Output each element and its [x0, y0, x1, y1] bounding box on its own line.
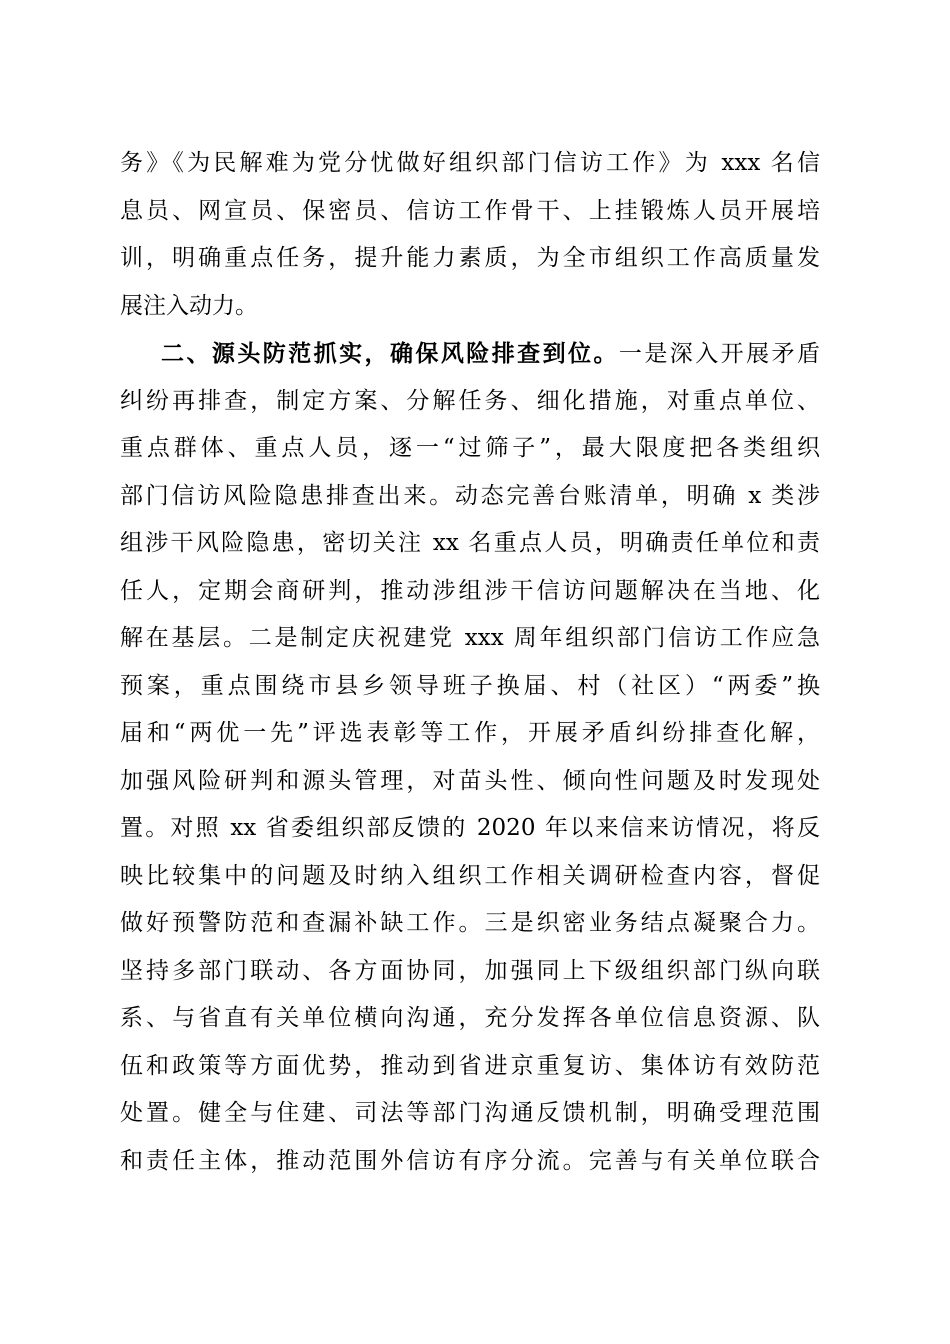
text-line: 训，明确重点任务，提升能力素质，为全市组织工作高质量发 — [120, 245, 820, 271]
text-line: 展注入动力。 — [120, 292, 258, 319]
text-line: 系、与省直有关单位横向沟通，充分发挥各单位信息资源、队 — [120, 1005, 820, 1031]
text-line: 加强风险研判和源头管理，对苗头性、倾向性问题及时发现处 — [120, 767, 820, 794]
body-text — [120, 140, 820, 1185]
section-heading: 二、源头防范抓实，确保风险排查到位。 — [161, 340, 619, 367]
text-line: 坚持多部门联动、各方面协同，加强同上下级组织部门纵向联 — [120, 957, 820, 984]
text-line: 务》《为民解难为党分忧做好组织部门信访工作》为 xxx 名信 — [120, 150, 820, 176]
text-line: 组涉干风险隐患，密切关注 xx 名重点人员，明确责任单位和责 — [120, 530, 820, 556]
text-line: 和责任主体，推动范围外信访有序分流。完善与有关单位联合 — [120, 1147, 820, 1174]
text-line: 重点群体、重点人员，逐一“过筛子”，最大限度把各类组织 — [120, 435, 820, 461]
text-line: 处置。健全与住建、司法等部门沟通反馈机制，明确受理范围 — [120, 1100, 820, 1126]
paragraph-2-first-line — [120, 330, 820, 378]
text-line: 置。对照 xx 省委组织部反馈的 2020 年以来信来访情况，将反 — [120, 815, 820, 841]
text-line: 息员、网宣员、保密员、信访工作骨干、上挂锻炼人员开展培 — [120, 197, 820, 224]
first-line-text: 一是深入开展矛盾 — [618, 341, 820, 367]
text-line: 映比较集中的问题及时纳入组织工作相关调研检查内容，督促 — [120, 862, 820, 889]
text-line: 做好预警防范和查漏补缺工作。三是织密业务结点凝聚合力。 — [120, 910, 820, 936]
paragraph-2 — [120, 330, 820, 1185]
text-line: 纠纷再排查，制定方案、分解任务、细化措施，对重点单位、 — [120, 387, 820, 414]
paragraph-1 — [120, 140, 820, 330]
text-line: 届和“两优一先”评选表彰等工作，开展矛盾纠纷排查化解， — [120, 720, 820, 746]
text-line: 任人，定期会商研判，推动涉组涉干信访问题解决在当地、化 — [120, 577, 820, 604]
text-line: 部门信访风险隐患排查出来。动态完善台账清单，明确 x 类涉 — [120, 482, 820, 509]
text-line: 预案，重点围绕市县乡领导班子换届、村（社区）“两委”换 — [120, 672, 820, 699]
text-line: 解在基层。二是制定庆祝建党 xxx 周年组织部门信访工作应急 — [120, 625, 820, 651]
text-line: 伍和政策等方面优势，推动到省进京重复访、集体访有效防范 — [120, 1052, 820, 1079]
